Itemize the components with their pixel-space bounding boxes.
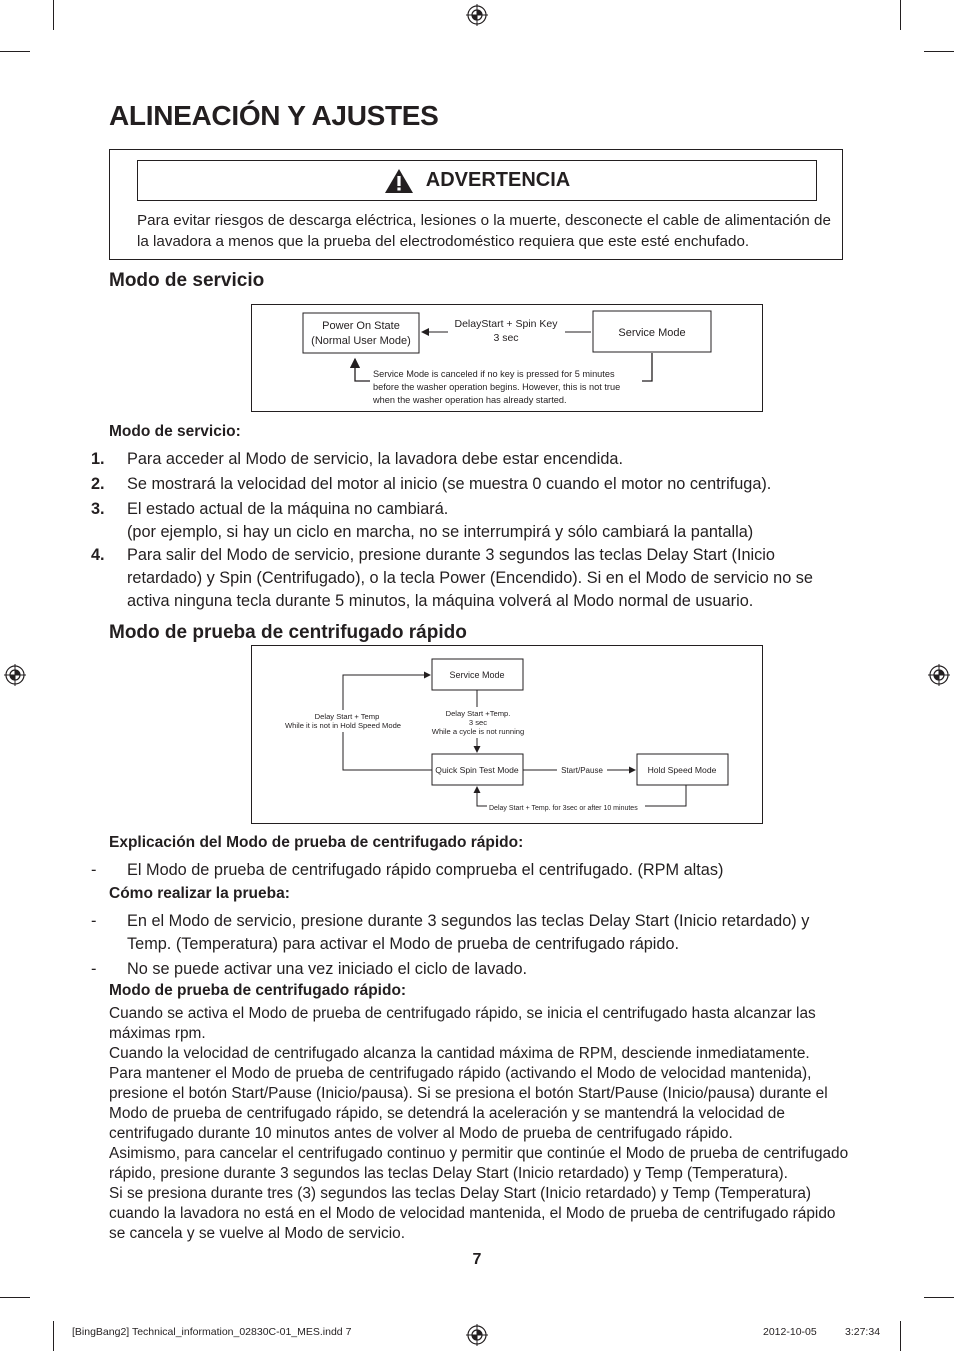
paragraph: Si se presiona durante tres (3) segundos las teclas Delay Start (Inicio retardado) y Temp (Temperatura) cuando la lavadora no está en el Modo de velocidad mantenida, el Modo de prueba de centrifugado rápido se cancela y se vuelve al Modo de servicio.	[109, 1185, 836, 1242]
start-pause-label: Start/Pause	[561, 766, 603, 775]
crop-mark	[900, 0, 901, 30]
crop-mark	[53, 0, 54, 30]
service-mode-node-label: Service Mode	[449, 670, 505, 680]
footer-time: 3:27:34	[845, 1326, 881, 1338]
list-item-text: El Modo de prueba de centrifugado rápido comprueba el centrifugado. (RPM altas)	[127, 861, 724, 879]
quick-spin-mode-heading: Modo de prueba de centrifugado rápido:	[109, 982, 407, 999]
registration-mark-icon	[466, 1324, 488, 1346]
crop-mark	[0, 51, 30, 52]
paragraph: Cuando la velocidad de centrifugado alcanza la cantidad máxima de RPM, desciende inmediatamente.	[109, 1045, 810, 1062]
step-number: 2.	[91, 475, 105, 493]
how-heading: Cómo realizar la prueba:	[109, 885, 290, 902]
service-mode-heading: Modo de servicio	[109, 270, 265, 291]
step-number: 4.	[91, 546, 105, 564]
left-loop-label-line1: Delay Start + Temp	[314, 712, 380, 721]
crop-mark	[924, 1297, 954, 1298]
warning-header	[137, 160, 817, 201]
service-mode-box-label: Service Mode	[618, 327, 686, 339]
service-mode-steps	[91, 448, 849, 613]
cancel-note-line2: before the washer operation begins. However, this is not true	[373, 382, 621, 392]
warning-box	[109, 149, 843, 260]
paragraph: Cuando se activa el Modo de prueba de centrifugado rápido, se inicia el centrifugado hasta alcanzar las máximas rpm.	[109, 1005, 816, 1042]
step-item	[91, 498, 849, 544]
delay-spin-key-label: DelayStart + Spin Key	[454, 318, 558, 330]
quick-spin-heading: Modo de prueba de centrifugado rápido	[109, 622, 467, 643]
center-label-line2: 3 sec	[468, 718, 488, 727]
bottom-return-label: Delay Start + Temp. for 3sec or after 10 minutes	[489, 805, 638, 812]
service-mode-diagram	[251, 304, 763, 412]
step-text: Para salir del Modo de servicio, presione durante 3 segundos las teclas Delay Start (Inicio retardado) y Spin (Centrifugado), o la tecla Power (Encendido). Si en el Modo de servicio no se activa ninguna tecla durante 5 minutos, la máquina volverá al Modo normal de usuario.	[127, 546, 813, 610]
warning-heading: ADVERTENCIA	[425, 169, 571, 191]
quick-spin-paragraphs	[109, 1004, 849, 1244]
crop-mark	[0, 1297, 30, 1298]
step-item	[91, 473, 849, 496]
how-list	[91, 910, 849, 981]
crop-mark	[924, 51, 954, 52]
power-on-state-box	[303, 313, 419, 353]
footer-date: 2012-10-05	[763, 1326, 817, 1338]
step-text: Para acceder al Modo de servicio, la lavadora debe estar encendida.	[127, 450, 623, 468]
step-item	[91, 544, 849, 613]
center-label-line3: While a cycle is not running	[431, 727, 525, 736]
step-text: El estado actual de la máquina no cambiará.	[127, 500, 449, 518]
list-item: - En el Modo de servicio, presione durante 3 segundos las teclas Delay Start (Inicio retardado) y Temp. (Temperatura) para activar el Modo de prueba de centrifugado rápido.	[91, 912, 810, 953]
paragraph: Para mantener el Modo de prueba de centrifugado rápido (activando el Modo de velocidad mantenida), presione el botón Start/Pause (Inicio/pausa). Si se presiona el botón Start/Pause (Inicio/pausa) durante el Modo de prueba de centrifugado rápido, se detendrá la aceleración y se mantendrá la velocidad de centrifugado durante 10 minutos antes de volver al Modo de prueba de centrifugado rápido.	[109, 1065, 828, 1142]
explanation-heading: Explicación del Modo de prueba de centrifugado rápido:	[109, 834, 524, 851]
footer-filename: [BingBang2] Technical_information_02830C-01_MES.indd 7	[72, 1326, 352, 1338]
power-on-state-label: Power On State	[322, 320, 400, 332]
center-label-line1: Delay Start +Temp.	[445, 709, 511, 718]
left-loop-label-line2: While it is not in Hold Speed Mode	[284, 721, 402, 730]
crop-mark	[53, 1321, 54, 1351]
explanation-list	[91, 859, 849, 882]
registration-mark-icon	[466, 4, 488, 26]
step-text: Se mostrará la velocidad del motor al inicio (se muestra 0 cuando el motor no centrifuga).	[127, 475, 772, 493]
cancel-note-line1: Service Mode is canceled if no key is pressed for 5 minutes	[373, 369, 615, 379]
list-item: - No se puede activar una vez iniciado el ciclo de lavado.	[91, 960, 528, 978]
crop-mark	[900, 1321, 901, 1351]
hold-speed-node-label: Hold Speed Mode	[647, 765, 717, 775]
registration-mark-icon	[4, 664, 26, 686]
three-sec-label: 3 sec	[493, 332, 519, 344]
page-title: ALINEACIÓN Y AJUSTES	[109, 100, 439, 131]
service-mode-subheading: Modo de servicio:	[109, 423, 241, 440]
cancel-note-line3: when the washer operation has already started.	[373, 395, 567, 405]
step-number: 1.	[91, 450, 105, 468]
quick-spin-diagram	[251, 645, 763, 824]
warning-triangle-icon	[384, 168, 414, 194]
step-number: 3.	[91, 500, 105, 518]
page-number: 7	[472, 1251, 482, 1268]
registration-mark-icon	[928, 664, 950, 686]
warning-text: Para evitar riesgos de descarga eléctrica, lesiones o la muerte, desconecte el cable de alimentación de la lavadora a menos que la prueba del electrodoméstico requiera que este esté enchufado.	[137, 212, 831, 250]
list-item: - El Modo de prueba de centrifugado rápido comprueba el centrifugado. (RPM altas)	[91, 861, 724, 879]
step-text-detail: (por ejemplo, si hay un ciclo en marcha, no se interrumpirá y sólo cambiará la pantalla)	[127, 523, 754, 541]
list-item-text: No se puede activar una vez iniciado el ciclo de lavado.	[127, 960, 528, 978]
paragraph: Asimismo, para cancelar el centrifugado continuo y permitir que continúe el Modo de prueba de centrifugado rápido, presione durante 3 segundos las teclas Delay Start (Inicio retardado) y Temp (Temperatura).	[109, 1145, 849, 1182]
list-item-text: En el Modo de servicio, presione durante 3 segundos las teclas Delay Start (Inicio retardado) y Temp. (Temperatura) para activar el Modo de prueba de centrifugado rápido.	[127, 912, 810, 953]
step-item	[91, 448, 849, 471]
quick-spin-test-node-label: Quick Spin Test Mode	[435, 765, 519, 775]
power-on-state-sublabel: (Normal User Mode)	[311, 335, 411, 347]
